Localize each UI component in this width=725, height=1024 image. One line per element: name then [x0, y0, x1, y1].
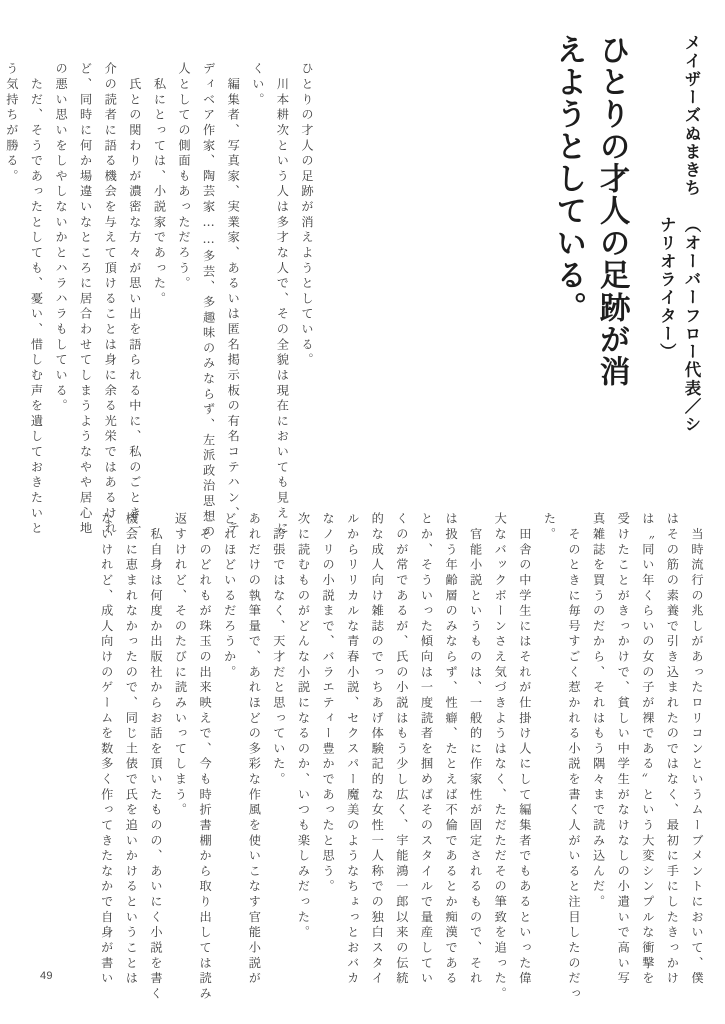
byline: [654, 34, 704, 434]
text-column: 大なバックボーンさえ気づきようはなく、ただただその筆致を追った。: [493, 512, 508, 1002]
text-column: 人としての側面もあっただろう。: [177, 62, 192, 292]
text-column: ないけれど、成人向けのゲームを数多く作ってきたなかで自身が書い: [99, 512, 114, 987]
article-header: [526, 34, 703, 444]
text-column: 私自身は何度か出版社からお話を頂いたものの、あいにく小説を書く: [148, 512, 163, 1002]
text-column: ルからリリカルな青春小説、セクスパー魔美のようなちょっとおバカ: [345, 512, 360, 987]
text-column: 田舎の中学生にはそれが仕掛け人にして編集者でもあるといった偉: [517, 512, 532, 987]
text-column: 私にとっては、小説家であった。: [152, 62, 167, 307]
text-column: 受けたことがきっかけで、貧しい中学生がなけなしの小遣いで高い写: [616, 512, 631, 987]
text-column: 的な成人向け雑誌のでっちあげ体験記的な女性一人称での独白スタイ: [370, 512, 385, 987]
text-column: くのが常であるが、氏の小説はもう少し広く、宇能鴻一郎以来の伝統: [394, 512, 409, 987]
text-column: ど、同時に何か場違いなところに居合わせてしまうようなやや居心地: [78, 62, 93, 537]
text-column: とか、そういった傾向は一度読者を掴めばそのスタイルで量産してい: [419, 512, 434, 987]
text-column: は〝同い年くらいの女の子が裸である〟という大変シンプルな衝撃を: [640, 512, 655, 987]
text-column: 真雑誌を買うのだから、それはもう隅々まで読み込んだ。: [591, 512, 606, 911]
text-column: ひとりの才人の足跡が消えようとしている。: [300, 62, 314, 369]
text-column: う気持ちが勝る。: [4, 62, 19, 185]
text-column: ディベア作家、陶芸家……多芸、多趣味のみならず、左派政治思想の: [201, 62, 216, 541]
text-column: くい。: [250, 62, 265, 108]
page-title: ひとりの才人の足跡が消えようとしている。: [550, 34, 630, 388]
text-column: の悪い思いをしやしないかとハラハラもしている。: [54, 62, 69, 415]
text-column: た。: [542, 512, 557, 543]
text-column: 川本耕次という人は多才な人で、その全貌は現在においても見えに: [275, 62, 290, 537]
text-column: あれだけの執筆量で、あれほどの多彩な作風を使いこなす官能小説が: [247, 512, 262, 987]
text-column: は扱う年齢層のみならず、性癖、たとえば不倫であるとか痴漢である: [444, 512, 459, 987]
page-number: 49: [40, 970, 53, 982]
text-column: 次に読むものがどんな小説になるのか、いつも楽しみだった。: [296, 512, 311, 941]
text-column: 官能小説というものは、一般的に作家性が固定されるもので、それ: [468, 512, 483, 987]
body-text-block-upper: [0, 62, 314, 541]
text-column: そのどれもが珠玉の出来映えで、今も時折書棚から取り出しては読み: [198, 512, 213, 1002]
text-column: 氏との関わりが濃密な方々が思い出を語られる中に、私のごとき一: [127, 62, 142, 537]
text-column: 介の読者に語る機会を与えて頂けることは身に余る光栄ではあるけれ: [103, 62, 118, 537]
body-text-block-lower: [99, 512, 704, 1002]
text-column: そのときに毎号すごく惹かれる小説を書く人がいると注目したのだっ: [567, 512, 582, 1002]
text-column: 誇張ではなく、天才だと思っていた。: [271, 512, 286, 788]
author-affiliation: （オーバーフロー代表／シナリオライター）: [657, 215, 701, 434]
text-column: 返すけれど、そのたびに読みいってしまう。: [173, 512, 188, 819]
text-column: 当時流行の兆しがあったロリコンというムーブメントにおいて、僕: [690, 512, 704, 987]
text-column: 機会に恵まれなかったので、同じ土俵で氏を追いかけるということは: [124, 512, 139, 987]
text-column: はその筋の素養で引き込まれたのではなく、最初に手にしたきっかけ: [665, 512, 680, 987]
text-column: ただ、そうであったとしても、憂い、惜しむ声を遺しておきたいと: [29, 62, 44, 537]
text-column: どれほどいるだろうか。: [222, 512, 237, 681]
author-name: メイザーズぬまきち: [682, 34, 701, 198]
text-column: なノリの小説まで、バラエティー豊かであったと思う。: [321, 512, 336, 895]
text-column: 編集者、写真家、実業家、あるいは匿名掲示板の有名コテハン、テ: [226, 62, 241, 537]
